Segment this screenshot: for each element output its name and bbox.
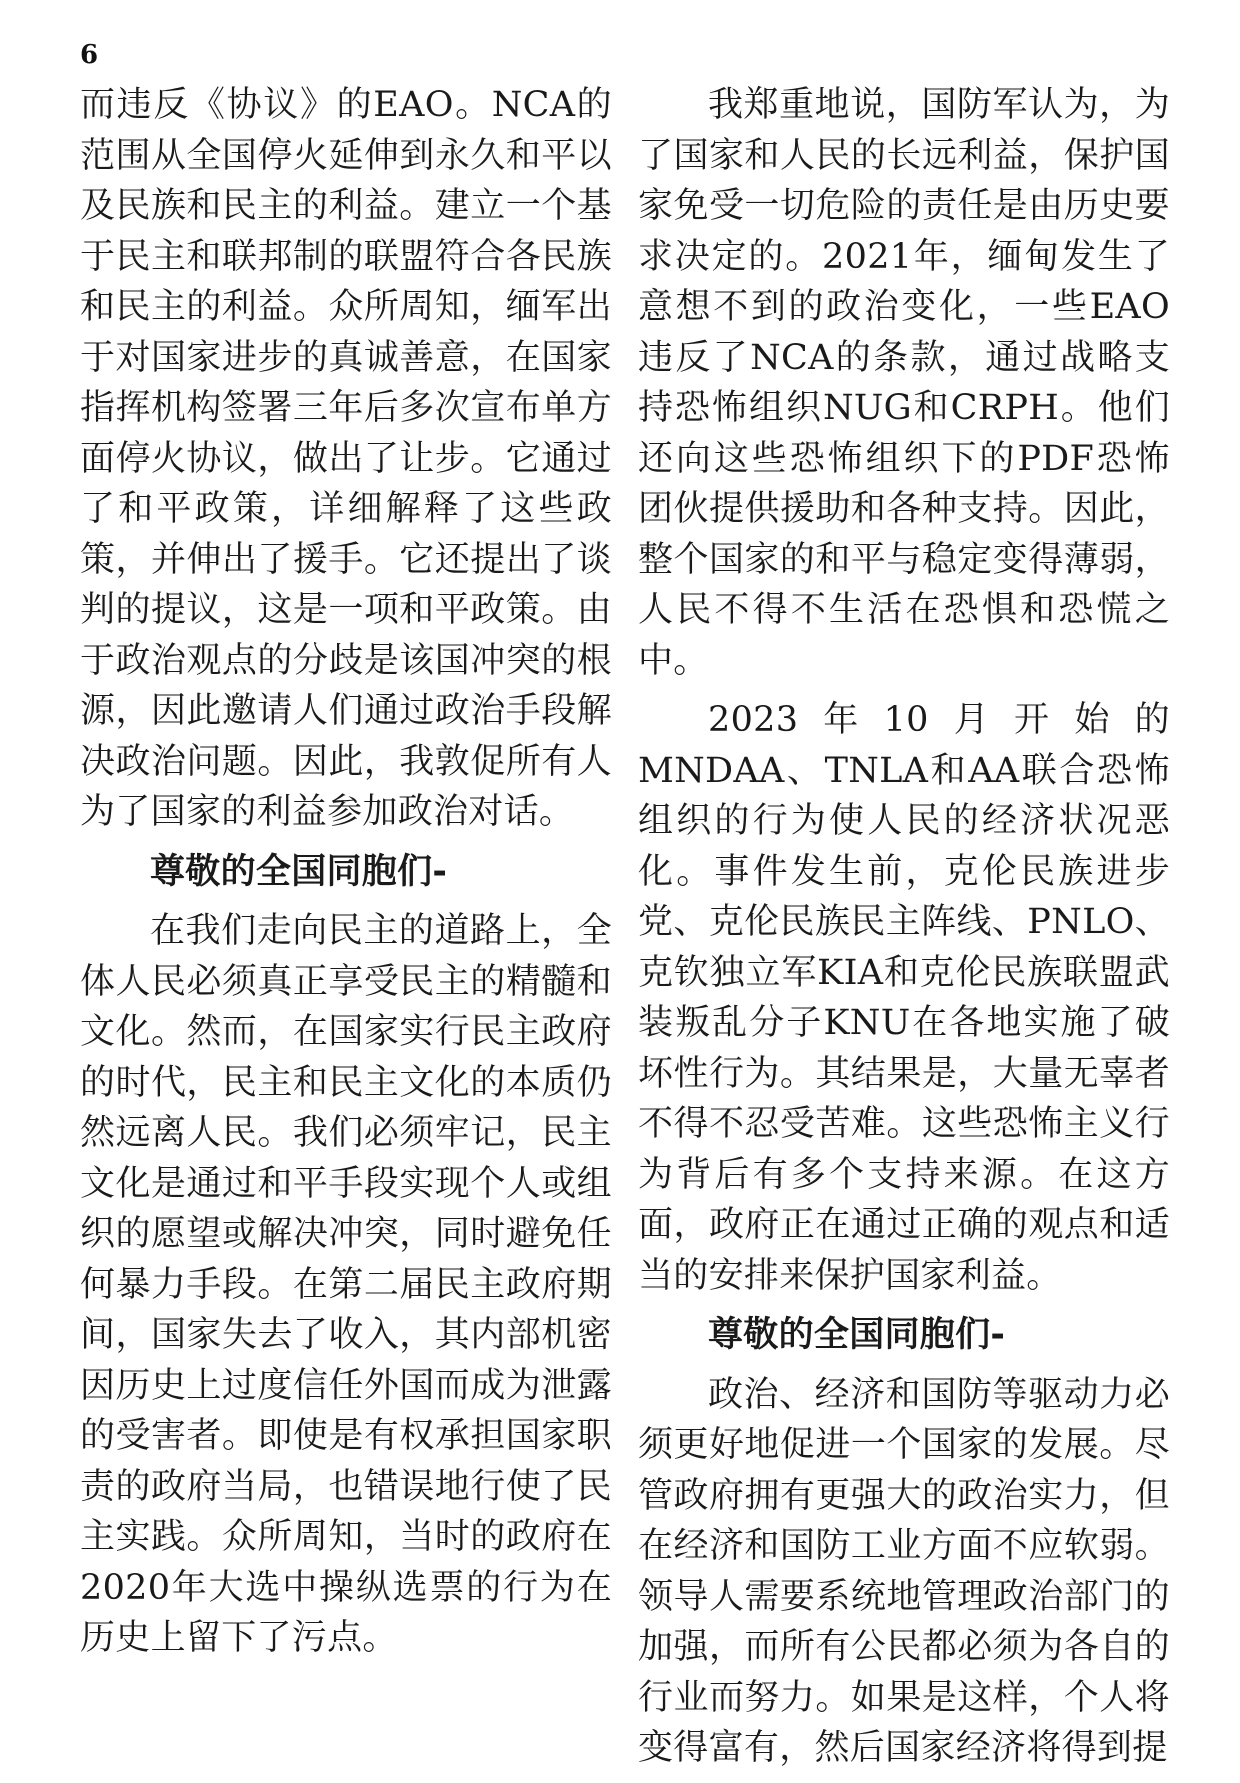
body-paragraph: 而违反《协议》的EAO。NCA的范围从全国停火延伸到永久和平以及民族和民主的利益。建立一个基于民主和联邦制的联盟符合各民族和民主的利益。众所周知，缅军出于对国家进步的真诚善意，在国家指挥机构签署三年后多次宣布单方面停火协议，做出了让步。它通过了和平政策，详细解释了这些政策，并伸出了援手。它还提出了谈判的提议，这是一项和平政策。由于政治观点的分歧是该国冲突的根源，因此邀请人们通过政治手段解决政治问题。因此，我敦促所有人为了国家的利益参加政治对话。 — [80, 85, 612, 832]
section-heading: 尊敬的全国同胞们- — [150, 851, 448, 892]
left-column — [80, 80, 612, 1673]
body-paragraph: 在我们走向民主的道路上，全体人民必须真正享受民主的精髓和文化。然而，在国家实行民主政府的时代，民主和民主文化的本质仍然远离人民。我们必须牢记，民主文化是通过和平手段实现个人或组织的愿望或解决冲突，同时避免任何暴力手段。在第二届民主政府期间，国家失去了收入，其内部机密因历史上过度信任外国而成为泄露的受害者。即使是有权承担国家职责的政府当局，也错误地行使了民主实践。众所周知，当时的政府在2020年大选中操纵选票的行为在历史上留下了污点。 — [80, 911, 612, 1658]
body-paragraph: 2023年10月开始的MNDAA、TNLA和AA联合恐怖组织的行为使人民的经济状况恶化。事件发生前，克伦民族进步党、克伦民族民主阵线、PNLO、克钦独立军KIA和克伦民族联盟武装叛乱分子KNU在各地实施了破坏性行为。其结果是，大量无辜者不得不忍受苦难。这些恐怖主义行为背后有多个支持来源。在这方面，政府正在通过正确的观点和适当的安排来保护国家利益。 — [638, 700, 1170, 1296]
right-column — [638, 80, 1170, 1783]
body-paragraph: 我郑重地说，国防军认为，为了国家和人民的长远利益，保护国家免受一切危险的责任是由历史要求决定的。2021年，缅甸发生了意想不到的政治变化，一些EAO违反了NCA的条款，通过战略支持恐怖组织NUG和CRPH。他们还向这些恐怖组织下的PDF恐怖团伙提供援助和各种支持。因此，整个国家的和平与稳定变得薄弱，人民不得不生活在恐惧和恐慌之中。 — [638, 85, 1170, 681]
body-paragraph: 政治、经济和国防等驱动力必须更好地促进一个国家的发展。尽管政府拥有更强大的政治实力，但在经济和国防工业方面不应软弱。领导人需要系统地管理政治部门的加强，而所有公民都必须为各自的行业而努力。如果是这样，个人将变得富有，然后国家经济将得到提 — [638, 1374, 1170, 1768]
section-heading: 尊敬的全国同胞们- — [708, 1315, 1006, 1355]
page-number: 6 — [80, 40, 99, 70]
